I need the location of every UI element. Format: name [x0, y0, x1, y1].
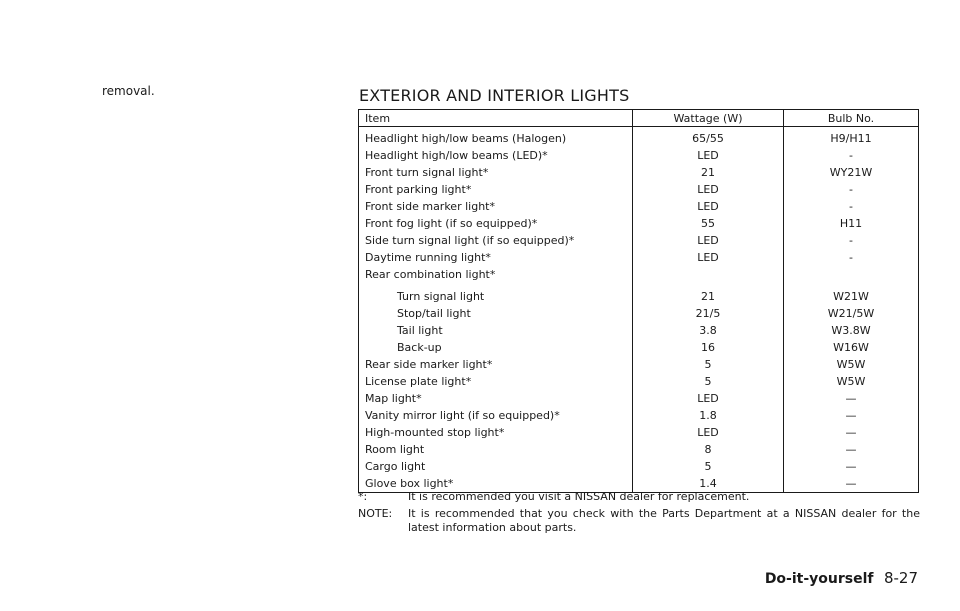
row-wattage: LED — [633, 390, 784, 407]
bulb-spec-table — [358, 109, 919, 493]
header-item: Item — [359, 110, 633, 127]
row-bulb: — — [784, 458, 919, 475]
row-bulb: — — [784, 424, 919, 441]
table-row-sub — [359, 339, 919, 356]
row-bulb: - — [784, 147, 919, 164]
row-item: Cargo light — [365, 460, 426, 473]
row-item: Room light — [365, 443, 425, 456]
table-row-sub — [359, 305, 919, 322]
row-bulb: — — [784, 441, 919, 458]
header-wattage: Wattage (W) — [633, 110, 784, 127]
row-bulb: — — [784, 407, 919, 424]
header-bulb-no: Bulb No. — [784, 110, 919, 127]
row-bulb: W3.8W — [784, 322, 919, 339]
table-row — [359, 127, 919, 148]
page-footer — [765, 569, 918, 587]
row-bulb: — — [784, 475, 919, 493]
table-row — [359, 424, 919, 441]
row-bulb: W21W — [784, 283, 919, 305]
row-wattage: 5 — [633, 356, 784, 373]
footer-section-name: Do-it-yourself — [764, 571, 874, 587]
row-bulb: H9/H11 — [784, 127, 919, 148]
row-bulb: W16W — [784, 339, 919, 356]
row-item: Headlight high/low beams (LED)* — [365, 149, 548, 162]
table-row — [359, 232, 919, 249]
table-row — [359, 441, 919, 458]
note-text: It is recommended you visit a NISSAN dealer for replacement. — [408, 490, 750, 503]
row-item: Turn signal light — [397, 290, 485, 303]
row-item: Map light* — [365, 392, 422, 405]
table-row — [359, 356, 919, 373]
note-text: It is recommended that you check with the Parts Department at a NISSAN dealer for the latest information about parts. — [408, 507, 920, 534]
footnote-asterisk — [358, 490, 920, 504]
page-number: 8-27 — [883, 569, 918, 587]
table-row — [359, 249, 919, 266]
row-item: Back-up — [397, 341, 442, 354]
notes-block — [358, 490, 920, 538]
row-bulb: WY21W — [784, 164, 919, 181]
row-item: Front side marker light* — [365, 200, 495, 213]
row-item: Glove box light* — [365, 477, 454, 490]
note-mark: NOTE: — [358, 507, 393, 520]
row-item: Front parking light* — [365, 183, 472, 196]
row-item: Vanity mirror light (if so equipped)* — [365, 409, 560, 422]
row-wattage: LED — [633, 249, 784, 266]
row-bulb — [784, 266, 919, 283]
row-item: Rear side marker light* — [365, 358, 493, 371]
table-row — [359, 198, 919, 215]
row-wattage: 5 — [633, 458, 784, 475]
table-row — [359, 407, 919, 424]
row-item: Front fog light (if so equipped)* — [365, 217, 538, 230]
row-wattage: 8 — [633, 441, 784, 458]
table-row-sub — [359, 322, 919, 339]
row-item: Side turn signal light (if so equipped)* — [365, 234, 575, 247]
row-wattage — [633, 266, 784, 283]
table-row — [359, 458, 919, 475]
row-bulb: H11 — [784, 215, 919, 232]
footnote-note — [358, 507, 920, 535]
table-row — [359, 164, 919, 181]
table-row — [359, 373, 919, 390]
row-wattage: 1.8 — [633, 407, 784, 424]
row-wattage: 16 — [633, 339, 784, 356]
row-item: License plate light* — [365, 375, 472, 388]
row-wattage: 5 — [633, 373, 784, 390]
row-wattage: LED — [633, 232, 784, 249]
row-wattage: 3.8 — [633, 322, 784, 339]
row-bulb: - — [784, 198, 919, 215]
table-row — [359, 390, 919, 407]
table-row — [359, 181, 919, 198]
table-row-group-heading — [359, 266, 919, 283]
row-item: Front turn signal light* — [365, 166, 489, 179]
row-wattage: 21 — [633, 283, 784, 305]
row-wattage: LED — [633, 198, 784, 215]
row-bulb: W21/5W — [784, 305, 919, 322]
row-bulb: — — [784, 390, 919, 407]
row-item: Tail light — [397, 324, 443, 337]
row-wattage: LED — [633, 147, 784, 164]
section-title: EXTERIOR AND INTERIOR LIGHTS — [359, 86, 630, 105]
table-header-row — [359, 110, 919, 127]
row-bulb: - — [784, 232, 919, 249]
row-item: High-mounted stop light* — [365, 426, 505, 439]
row-item: Stop/tail light — [397, 307, 471, 320]
row-bulb: - — [784, 181, 919, 198]
row-item: Daytime running light* — [365, 251, 491, 264]
row-wattage: 21 — [633, 164, 784, 181]
row-wattage: 1.4 — [633, 475, 784, 493]
continued-text-fragment: removal. — [102, 84, 155, 98]
row-item: Headlight high/low beams (Halogen) — [365, 132, 567, 145]
row-wattage: 55 — [633, 215, 784, 232]
table-row — [359, 215, 919, 232]
row-bulb: W5W — [784, 373, 919, 390]
row-wattage: LED — [633, 424, 784, 441]
row-wattage: 21/5 — [633, 305, 784, 322]
row-wattage: LED — [633, 181, 784, 198]
table-row — [359, 147, 919, 164]
row-wattage: 65/55 — [633, 127, 784, 148]
row-bulb: - — [784, 249, 919, 266]
table-row-sub — [359, 283, 919, 305]
note-mark: *: — [358, 490, 368, 503]
row-item: Rear combination light* — [365, 268, 496, 281]
row-bulb: W5W — [784, 356, 919, 373]
